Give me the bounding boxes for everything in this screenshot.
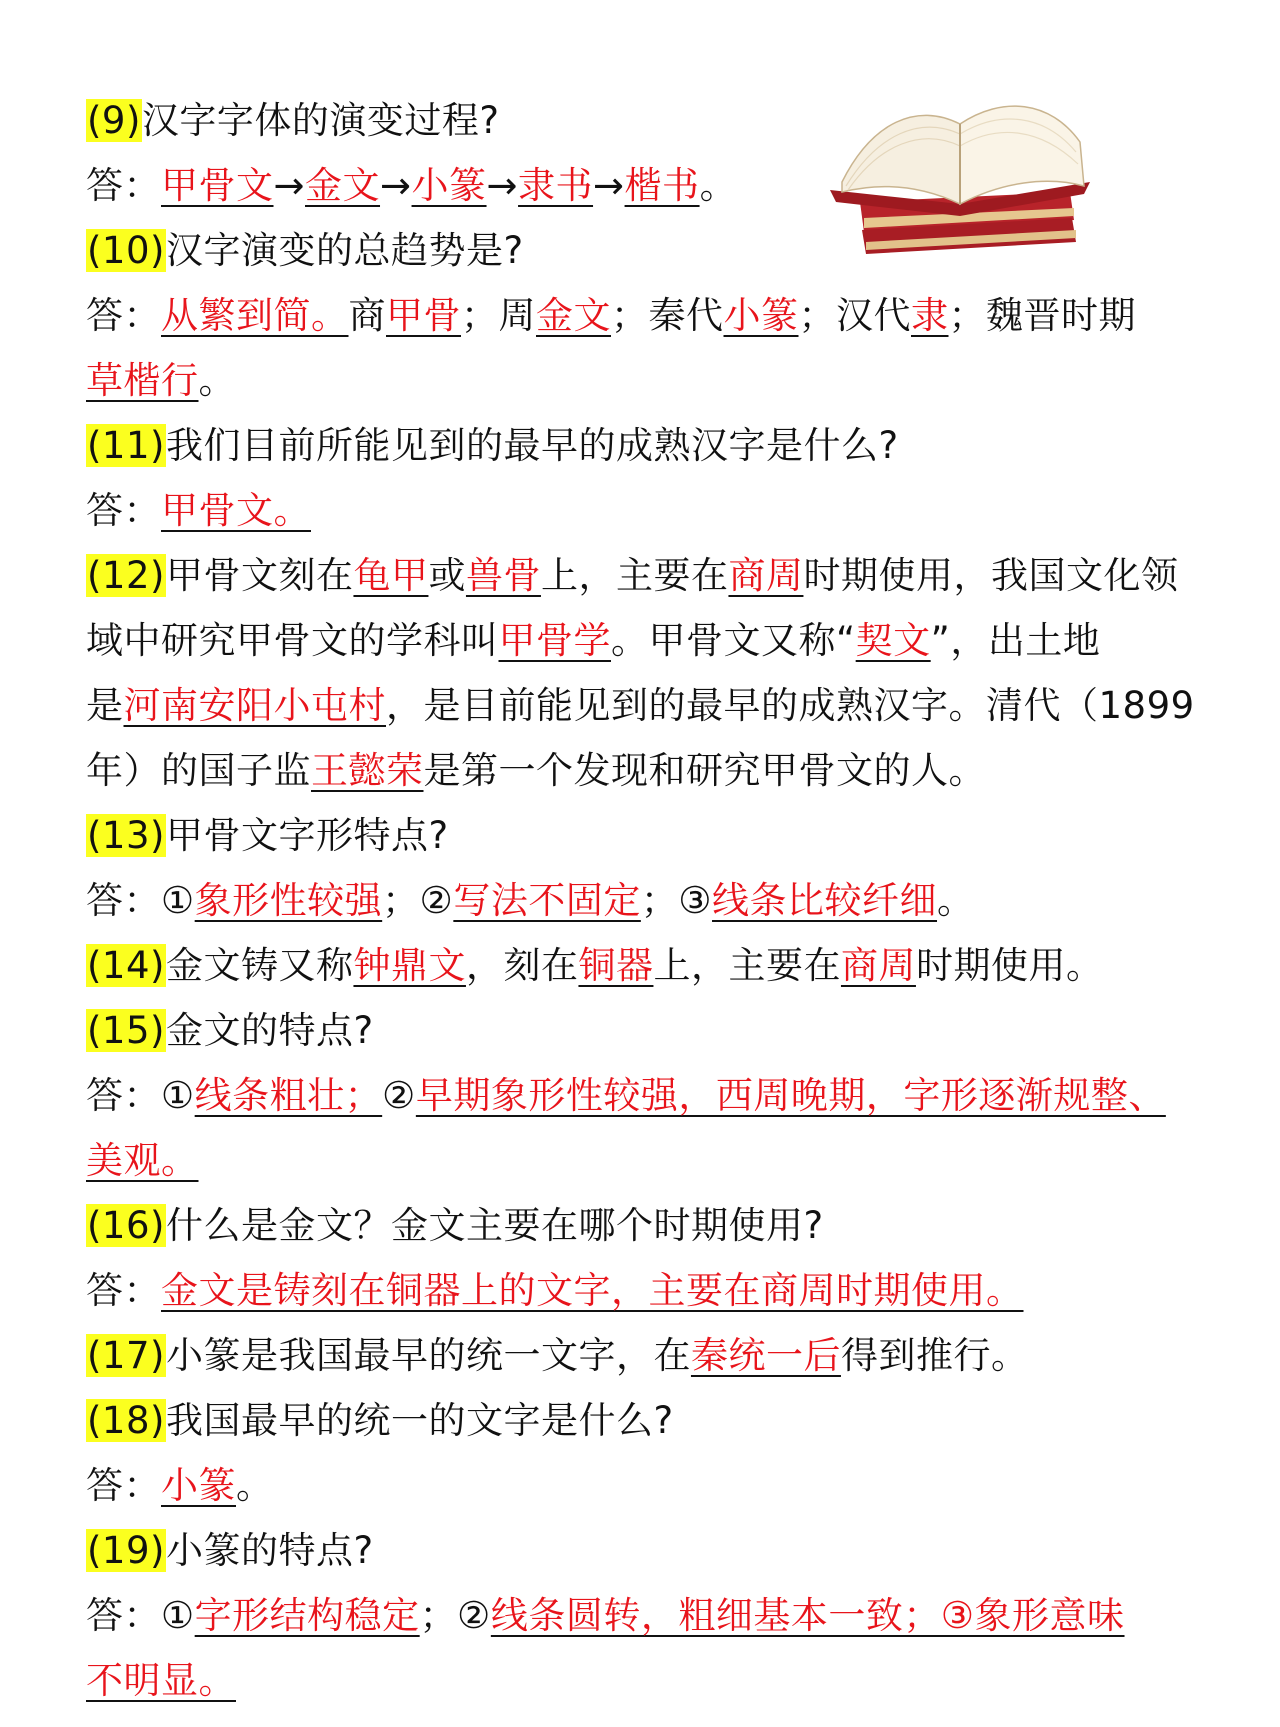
question-number: (16) (87, 1204, 165, 1247)
answer-text: 线条比较纤细 (712, 879, 938, 922)
text-line (86, 1128, 1196, 1193)
body-text: ，刻在 (465, 944, 579, 987)
body-text: 答：① (86, 879, 195, 922)
answer-text: 秦统一后 (690, 1334, 841, 1377)
answer-text: 从繁到简。 (161, 294, 349, 337)
body-text: 什么是金文？金文主要在哪个时期使用? (165, 1204, 824, 1247)
text-line (86, 608, 1196, 673)
body-text: 我们目前所能见到的最早的成熟汉字是什么? (165, 424, 899, 467)
answer-text: 草楷行 (86, 359, 199, 402)
answer-text: 隶书 (518, 164, 594, 207)
body-text: 或 (428, 554, 466, 597)
answer-text: 线条圆转，粗细基本一致；③象形意味 (490, 1594, 1125, 1637)
body-text: 金文铸又称 (165, 944, 354, 987)
answer-text: 小篆 (411, 164, 487, 207)
body-text: 。 (236, 1464, 274, 1507)
body-text: 小篆的特点? (165, 1529, 374, 1572)
text-line (86, 1258, 1196, 1323)
answer-text: 写法不固定 (453, 879, 641, 922)
answer-text: 美观。 (86, 1139, 199, 1182)
question-number: (19) (87, 1529, 165, 1572)
text-line (86, 1063, 1196, 1128)
answer-text: 金文 (536, 294, 611, 337)
body-text: ”，出土地 (930, 619, 1101, 662)
body-text: → (273, 164, 306, 207)
answer-text: 小篆 (161, 1464, 236, 1507)
body-text: → (380, 164, 412, 207)
body-text: ；③ (640, 879, 713, 922)
body-text: 商 (348, 294, 386, 337)
body-text: → (593, 164, 625, 207)
text-line (86, 1193, 1196, 1258)
answer-text: 商周 (728, 554, 804, 597)
body-text: 域中研究甲骨文的学科叫 (86, 619, 499, 662)
body-text: ；② (419, 1594, 491, 1637)
answer-text: 兽骨 (465, 554, 541, 597)
body-text: ，是目前能见到的最早的成熟汉字。清代（1899 (386, 684, 1195, 727)
text-line (86, 1388, 1196, 1453)
answer-text: 钟鼎文 (353, 944, 466, 987)
body-text: 答： (86, 294, 161, 337)
answer-text: 甲骨文。 (161, 489, 311, 532)
answer-text: 楷书 (624, 164, 700, 207)
text-line (86, 413, 1196, 478)
body-text: ；汉代 (798, 294, 911, 337)
body-text: 时期使用，我国文化领 (803, 554, 1179, 597)
answer-text: 龟甲 (353, 554, 429, 597)
text-line (86, 543, 1196, 608)
answer-text: 甲骨 (386, 294, 461, 337)
body-text: 年）的国子监 (86, 749, 311, 792)
answer-text: 契文 (855, 619, 931, 662)
answer-text: 线条粗壮； (194, 1074, 383, 1117)
text-line (86, 998, 1196, 1063)
qa-text-block (86, 88, 1196, 1713)
question-number: (15) (87, 1009, 165, 1052)
body-text: 得到推行。 (840, 1334, 1029, 1377)
text-line (86, 803, 1196, 868)
answer-text: 金文 (305, 164, 381, 207)
question-number: (12) (87, 554, 165, 597)
body-text: 小篆是我国最早的统一文字，在 (165, 1334, 691, 1377)
text-line (86, 1518, 1196, 1583)
body-text: 答： (86, 489, 161, 532)
body-text: ② (382, 1074, 416, 1117)
answer-text: 铜器 (578, 944, 654, 987)
question-number: (11) (87, 424, 165, 467)
text-line (86, 1583, 1196, 1648)
body-text: 答： (86, 1269, 161, 1312)
body-text: 答： (86, 164, 161, 207)
body-text: ；秦代 (611, 294, 724, 337)
body-text: ；周 (461, 294, 536, 337)
text-line (86, 1453, 1196, 1518)
text-line (86, 738, 1196, 803)
body-text: 时期使用。 (915, 944, 1104, 987)
question-number: (18) (87, 1399, 165, 1442)
text-line (86, 1323, 1196, 1388)
body-text: 汉字演变的总趋势是? (165, 229, 524, 272)
answer-text: 河南安阳小屯村 (123, 684, 386, 727)
question-number: (17) (87, 1334, 165, 1377)
question-number: (14) (87, 944, 165, 987)
body-text: 答： (86, 1464, 161, 1507)
body-text: 是第一个发现和研究甲骨文的人。 (423, 749, 986, 792)
text-line (86, 1648, 1196, 1713)
body-text: 上，主要在 (653, 944, 841, 987)
text-line (86, 348, 1196, 413)
body-text: 。 (699, 164, 738, 207)
question-number: (9) (87, 99, 141, 142)
body-text: 答：① (86, 1074, 195, 1117)
body-text: 甲骨文刻在 (165, 554, 354, 597)
text-line (86, 283, 1196, 348)
question-number: (10) (87, 229, 165, 272)
body-text: 上，主要在 (540, 554, 729, 597)
answer-text: 隶 (911, 294, 949, 337)
answer-text: 象形性较强 (194, 879, 383, 922)
body-text: 我国最早的统一的文字是什么? (165, 1399, 674, 1442)
answer-text: 商周 (840, 944, 916, 987)
answer-text: 金文是铸刻在铜器上的文字，主要在商周时期使用。 (161, 1269, 1024, 1312)
body-text: 。甲骨文又称“ (611, 619, 856, 662)
body-text: 是 (86, 684, 124, 727)
answer-text: 甲骨学 (498, 619, 611, 662)
body-text: 。 (937, 879, 975, 922)
open-book-icon (822, 82, 1102, 257)
text-line (86, 673, 1196, 738)
answer-text: 小篆 (723, 294, 799, 337)
body-text: 答：① (86, 1594, 195, 1637)
answer-text: 早期象形性较强，西周晚期，字形逐渐规整、 (415, 1074, 1166, 1117)
answer-text: 字形结构稳定 (194, 1594, 420, 1637)
answer-text: 甲骨文 (161, 164, 274, 207)
text-line (86, 478, 1196, 543)
body-text: → (486, 164, 519, 207)
body-text: 甲骨文字形特点? (165, 814, 449, 857)
text-line (86, 868, 1196, 933)
answer-text: 不明显。 (86, 1659, 236, 1702)
body-text: ；魏晋时期 (948, 294, 1136, 337)
body-text: 汉字字体的演变过程? (141, 99, 500, 142)
body-text: ；② (382, 879, 454, 922)
answer-text: 王懿荣 (311, 749, 424, 792)
text-line (86, 933, 1196, 998)
question-number: (13) (87, 814, 165, 857)
body-text: 。 (198, 359, 236, 402)
body-text: 金文的特点? (165, 1009, 374, 1052)
